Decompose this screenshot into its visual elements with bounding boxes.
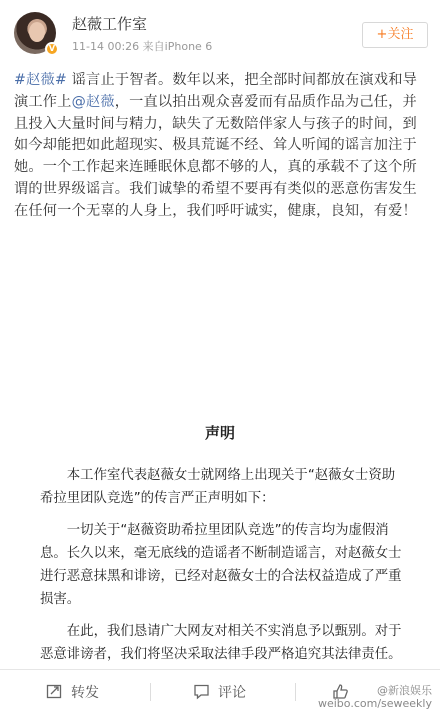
watermark bbox=[318, 684, 432, 710]
comment-label: 评论 bbox=[218, 684, 246, 701]
follow-button[interactable]: +关注 bbox=[362, 22, 428, 48]
statement-paragraph: 本工作室代表赵薇女士就网络上出现关于“赵薇女士资助希拉里团队竞选”的传言严正声明如下： bbox=[40, 468, 396, 506]
comment-icon bbox=[193, 683, 210, 700]
statement-title: 声明 bbox=[204, 424, 235, 442]
post-text bbox=[14, 70, 428, 223]
statement-body bbox=[40, 464, 402, 675]
mention-link[interactable]: @赵薇 bbox=[71, 93, 115, 110]
post-source: 来自iPhone 6 bbox=[142, 40, 213, 53]
post-header bbox=[0, 0, 440, 62]
statement-paragraph: 在此，我们恳请广大网友对相关不实消息予以甄别。对于恶意诽谤者，我们将坚决采取法律手段严格追究其法律责任。 bbox=[40, 624, 402, 662]
action-bar bbox=[0, 670, 440, 713]
post-timestamp: 11-14 00:26 bbox=[72, 40, 140, 53]
verified-badge-icon: V bbox=[45, 42, 59, 56]
comment-button[interactable] bbox=[193, 670, 246, 713]
watermark-line1: @新浪娱乐 bbox=[377, 684, 432, 697]
statement-image[interactable] bbox=[0, 402, 440, 670]
repost-icon bbox=[46, 683, 63, 700]
hashtag-link[interactable]: #赵薇# bbox=[14, 72, 67, 88]
post-text-part2: ，一直以拍出观众喜爱而有品质作品为己任，并且投入大量时间与精力，缺失了无数陪伴家人与孩子的时间，到如今却能把如此超现实、极具荒诞不经、耸人听闻的谣言加注于她。一个工作起来连睡眠休息都不够的人，真的承载不了这个所谓的世界级谣言。我们诚挚的希望不要再有类似的恶意伤害发生在任何一个无辜的人身上，我们呼吁诚实，健康，良知，有爱！ bbox=[14, 93, 417, 219]
post-meta bbox=[72, 38, 212, 54]
watermark-line2: weibo.com/seweekly bbox=[317, 697, 432, 710]
repost-button[interactable] bbox=[46, 670, 99, 713]
post-text-part1: 谣言止于智者。数年以来，把全部时间都放在演戏和导演工作上 bbox=[14, 72, 417, 110]
statement-paragraph: 一切关于“赵薇资助希拉里团队竞选”的传言均为虚假消息。长久以来，毫无底线的造谣者不断制造谣言，对赵薇女士进行恶意抹黑和诽谤，已经对赵薇女士的合法权益造成了严重损害。 bbox=[40, 523, 402, 607]
action-separator bbox=[295, 683, 296, 701]
username[interactable]: 赵薇工作室 bbox=[72, 15, 148, 33]
action-separator bbox=[150, 683, 151, 701]
repost-label: 转发 bbox=[71, 684, 99, 701]
